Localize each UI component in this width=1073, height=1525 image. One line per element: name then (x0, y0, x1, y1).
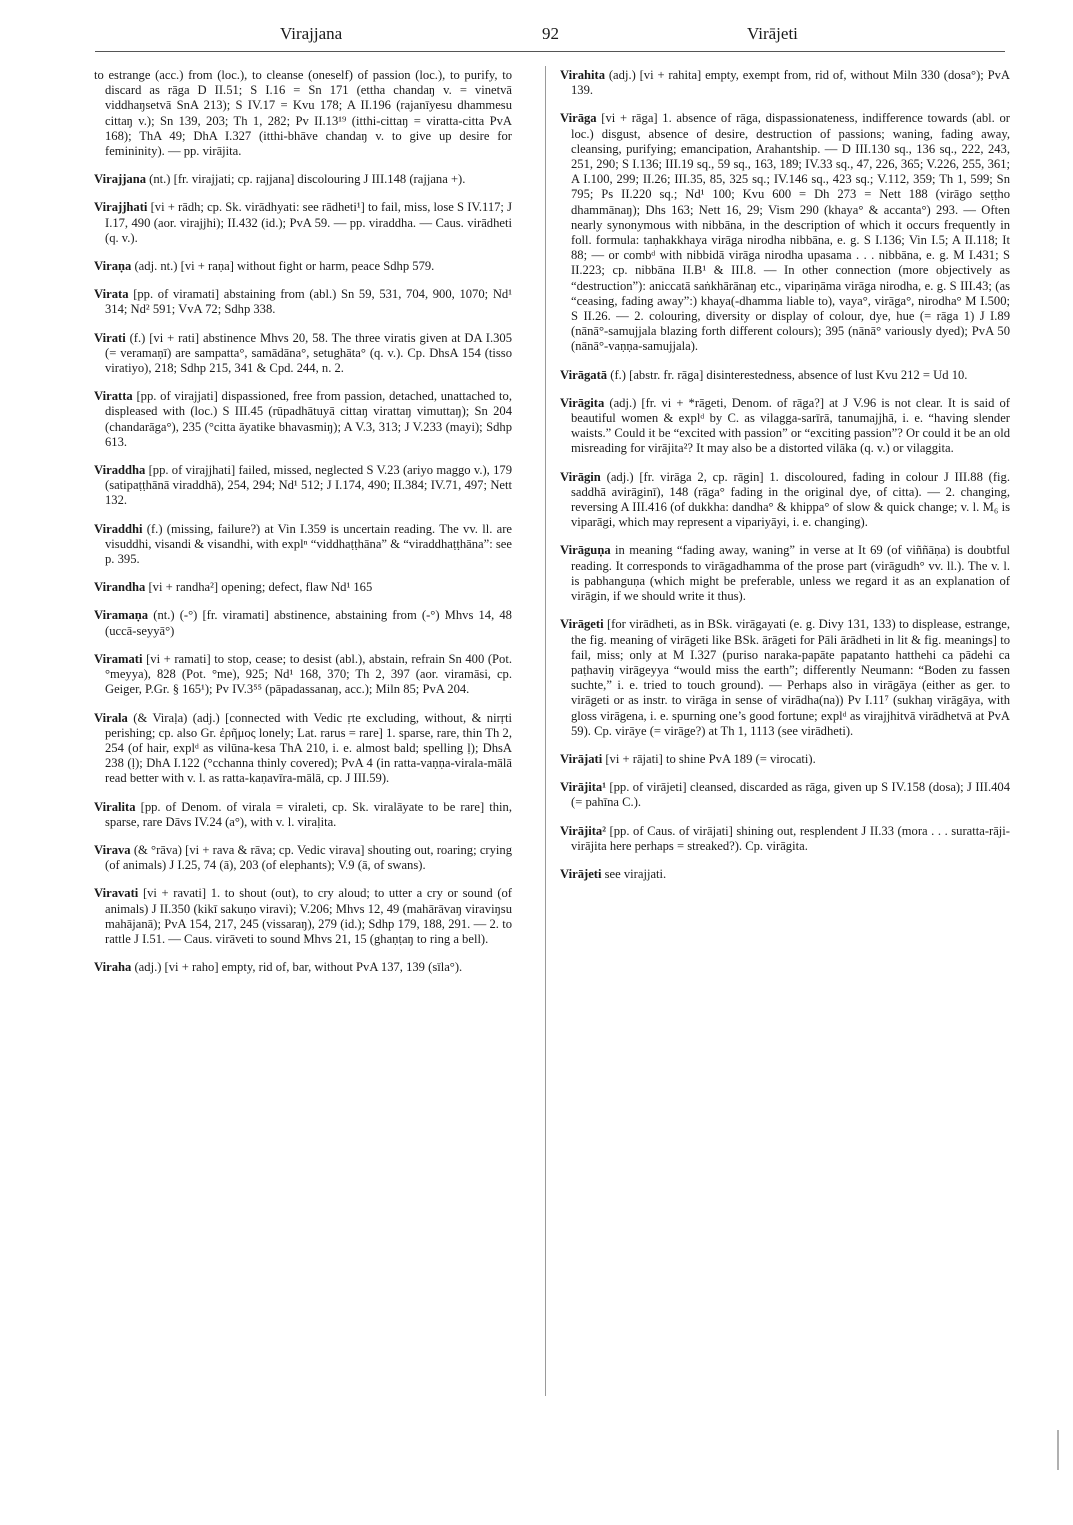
header-rule (95, 51, 1005, 52)
entry-text: [vi + ramati] to stop, cease; to desist (abl.), abstain, refrain Sn 400 (Pot. °meyya), 828 (Pot. °me), 925; Nd¹ 168, 370; Th 2, 397 (aor. viramāsi, cp. Geiger, P.Gr. § 165¹); Pv IV.3⁵⁵ (pāpadassanaŋ, acc.); Miln 85; PvA 204. (105, 651, 512, 697)
entry-text: [pp. of virājeti] cleansed, discarded as rāga, given up S IV.158 (dosa); J III.404 (= pahīna C.). (571, 780, 1010, 810)
dictionary-entry (560, 824, 1010, 854)
entry-headword: Viravati (94, 886, 139, 901)
entry-headword: Virava (94, 842, 131, 857)
entry-headword: Virājati (560, 751, 603, 766)
dictionary-entry (94, 580, 512, 595)
dictionary-entry (560, 780, 1010, 810)
entry-text: [pp. of virajjhati] failed, missed, neglected S V.23 (ariyo maggo v.), 179 (satipaṭṭhānā viraddhā), 254, 294; Nd¹ 512; J I.174, 490; II.384; IV.71, 497; Nett 132. (105, 463, 512, 508)
dictionary-entry (560, 68, 1010, 98)
entry-text: [vi + rājati] to shine PvA 189 (= virocati). (605, 751, 816, 766)
dictionary-entry (560, 867, 1010, 882)
dictionary-entry (94, 886, 512, 947)
entry-text: [vi + randha²] opening; defect, flaw Nd¹ 165 (148, 580, 373, 595)
entry-text: [for virādheti, as in BSk. virāgayati (e. g. Divy 131, 133) to displease, estrange, the fig. meaning of virāgeti like BSk. ārāgeti for Pāli ārādheti in lit & fig. meanings] to fail, miss; only at M I.327 (puriso naraka-papāte papatanto hatthehi ca pādehi ca paṭhaviŋ virāgeyya “would miss the earth”; differently Neumann: “Boden zu fassen suchte,” i. e. tried to touch ground). — Perhaps also in virāgāya (either as ger. to virāgeti or as instr. to virāga in sense of virādha(na)) Pv I.11⁷ (sukhaŋ virāgāya, with gloss virāgena, i. e. spurning one’s good fortune; explᵈ as virajjhitvā virādhetvā at PvA 59). Cp. virāye (= virāge?) at Th 1, 1113 (see virādheti). (571, 617, 1010, 738)
entry-text: (nt.) [fr. virajjati; cp. rajjana] discolouring J III.148 (rajjana +). (149, 172, 466, 187)
header-guide-word-right: Virājeti (747, 24, 798, 43)
entry-headword: Virahita (560, 68, 606, 82)
entry-headword: Virāgeti (560, 617, 604, 632)
entry-headword: Viramaṇa (94, 608, 149, 623)
dictionary-entry (94, 463, 512, 509)
dictionary-entry (94, 259, 512, 274)
dictionary-entry (560, 111, 1010, 354)
dictionary-entry (560, 470, 1010, 531)
entry-text: [vi + ravati] 1. to shout (out), to cry aloud; to utter a cry or sound (of animals) J II.350 (kikī sakuṇo viravi); V.206; Mhvs 12, 49 (mahārāvaŋ viraviŋsu mahājanā); PvA 154, 217, 245 (vissaraŋ), 279 (id.); Sdhp 179, 188, 291. — 2. to rattle J I.51. — Caus. virāveti to sound Mhvs 21, 15 (ghaṇṭaŋ to ring a bell). (105, 886, 513, 946)
dictionary-entry (560, 752, 1010, 767)
entry-headword: Virata (94, 287, 129, 302)
entry-headword: Virāgita (560, 395, 605, 410)
dictionary-entry (94, 652, 512, 698)
entry-headword: Viramati (94, 651, 143, 666)
entry-text: in meaning “fading away, waning” in verse at It 69 (of viññāṇa) is doubtful reading. It corresponds to virāgadhamma of the prose part (virāgudh° vv. ll.). The v. l. is pabhanguṇa (which might be preferable, unless we regard it as an explanation of virāgin, if we should write it thus). (571, 543, 1010, 604)
entry-headword: Virājita² (560, 823, 606, 838)
dictionary-entry (94, 287, 512, 317)
entry-text: (& °rāva) [vi + rava & rāva; cp. Vedic virava] shouting out, roaring; crying (of animals) J I.25, 74 (ā), 203 (of elephants); V.9 (ā, of swans). (105, 842, 512, 873)
dictionary-entry (560, 543, 1010, 604)
entry-headword: Viratta (94, 389, 133, 404)
dictionary-entry (94, 68, 512, 159)
dictionary-entry (560, 396, 1010, 457)
entry-text: [vi + rādh; cp. Sk. virādhyati: see rādheti¹] to fail, miss, lose S IV.117; J I.17, 490 (aor. virajjhi); II.432 (id.); PvA 59. — pp. viraddha. — Caus. virādheti (q. v.). (105, 200, 513, 245)
entry-text: (adj.) [fr. vi + *rāgeti, Denom. of rāga?] at J V.96 is not clear. It is said of beautiful women & explᵈ by C. as vilagga-sarīrā, tanumajjhā, i. e. “having slender waists.” Could it be “excited with passion” or “exciting passion”? Or could it be an old misreading for virājita²? It may also be a distorted vilāka (q. v.) or vilaggita. (571, 395, 1010, 456)
entry-headword: Virāguṇa (560, 543, 611, 558)
page-number: 92 (542, 24, 559, 43)
entry-headword: Viraha (94, 960, 132, 975)
entry-headword: Virala (94, 710, 128, 725)
entry-text: (adj.) [fr. virāga 2, cp. rāgin] 1. discoloured, fading in colour J III.88 (fig. saddhā avirāginī), 148 (rāga° fading in the original dye, of citta). — 2. changing, reversing A III.416 (of dukkha: dandha° & khippa° of slow & quick change; v. l. M₆ is viparāgi, which may represent a vipariyāyi, i. e. changing). (571, 469, 1010, 530)
right-column (560, 68, 1010, 895)
entry-text: (f.) [vi + rati] abstinence Mhvs 20, 58. The three viratis given at DA I.305 (= veramaṇī) are sampatta°, samādāna°, setughāta° (q. v.). Cp. DhsA 154 (tisso viratiyo), 218; Sdhp 215, 341 & Cpd. 244, n. 2. (105, 330, 512, 376)
entry-headword: Viraddhi (94, 521, 143, 536)
entry-text: (nt.) (-°) [fr. viramati] abstinence, abstaining from (-°) Mhvs 14, 48 (uccā-seyyā°) (105, 608, 512, 638)
entry-text: (adj.) [vi + raho] empty, rid of, bar, without PvA 137, 139 (sīla°). (134, 960, 463, 975)
header-guide-word-left: Virajjana (280, 24, 343, 43)
entry-text: to estrange (acc.) from (loc.), to cleanse (oneself) of passion (loc.), to purify, to discard as rāga D II.51; S I.16 = Sn 171 (ettha chandaŋ v. = vinetvā viddhaŋsetvā SnA 213); S IV.17 = Kvu 178; A II.196 (rajanīyesu dhammesu cittaŋ v.); Sn 139, 203; Th 1, 282; Pv II.13¹⁹ (itthi-cittaŋ = viratta-citta PvA 168); ThA 49; DhA I.327 (itthi-bhāve chandaŋ v. to give up desire for femininity). — pp. virājita. (94, 68, 512, 159)
entry-text: [pp. of virajjati] dispassioned, free from passion, detached, unattached to, displeased with (loc.) S III.45 (rūpadhātuyā cittaŋ virattaŋ vimuttaŋ); Sn 204 (chandarāga°), 235 (°citta āyatike bhavasmiŋ); A V.3, 313; J V.233 (mayi); Sdhp 613. (105, 389, 512, 449)
entry-headword: Virāga (560, 111, 597, 126)
entry-text: (adj.) [vi + rahita] empty, exempt from, rid of, without Miln 330 (dosa°); PvA 139. (571, 68, 1010, 98)
entry-headword: Viraddha (94, 463, 146, 478)
scan-edge-mark (1057, 1430, 1059, 1470)
dictionary-entry (94, 389, 512, 450)
running-header (95, 24, 1000, 54)
dictionary-entry (94, 960, 512, 975)
entry-headword: Virāgin (560, 469, 601, 484)
entry-text: see virajjati. (604, 866, 667, 881)
entry-headword: Virajjhati (94, 200, 148, 215)
dictionary-entry (94, 608, 512, 638)
entry-headword: Virāgatā (560, 367, 608, 382)
entry-headword: Virājita¹ (560, 780, 606, 795)
dictionary-entry (94, 843, 512, 873)
dictionary-entry (94, 522, 512, 568)
dictionary-entry (560, 368, 1010, 383)
dictionary-entry (94, 172, 512, 187)
left-column (94, 68, 512, 988)
entry-text: (f.) [abstr. fr. rāga] disinterestedness, absence of lust Kvu 212 = Ud 10. (610, 367, 968, 382)
entry-headword: Virandha (94, 580, 146, 595)
entry-text: [pp. of viramati] abstaining from (abl.) Sn 59, 531, 704, 900, 1070; Nd¹ 314; Nd² 591; VvA 72; Sdhp 338. (105, 287, 512, 317)
entry-text: [pp. of Caus. of virājati] shining out, resplendent J II.33 (mora . . . suratta-rāji-virājita here perhaps = streaked?). Cp. virāgita. (571, 823, 1010, 853)
entry-text: [pp. of Denom. of virala = viraleti, cp. Sk. viralāyate to be rare] thin, sparse, rare Dāvs IV.24 (a°), with v. l. viraḷita. (105, 799, 512, 829)
dictionary-entry (560, 617, 1010, 739)
entry-text: (& Viraḷa) (adj.) [connected with Vedic ṛte excluding, without, & nirṛti perishing; cp. also Gr. ἐρῆμος lonely; Lat. rarus = rare] 1. sparse, rare, thin Th 2, 254 (of hair, explᵈ as vilūna-kesa ThA 210, i. e. almost bald; spelling ḷ); DhsA 238 (ḷ); DhA I.122 (°cchanna thinly covered); PvA 4 (in ratta-vaṇṇa-virala-mālā read better with v. l. as ratta-kaṇavīra-mālā, cp. J III.59). (105, 710, 512, 786)
entry-headword: Virājeti (560, 866, 602, 881)
column-divider (545, 66, 546, 1396)
dictionary-entry (94, 200, 512, 246)
entry-text: (adj. nt.) [vi + raṇa] without fight or harm, peace Sdhp 579. (134, 259, 435, 274)
dictionary-entry (94, 800, 512, 830)
entry-text: (f.) (missing, failure?) at Vin I.359 is uncertain reading. The vv. ll. are visuddhi, visandi & visandhi, with explⁿ “viddhaṭṭhāna” & “viraddhaṭṭhāna”: see p. 395. (105, 521, 512, 567)
entry-headword: Virati (94, 330, 126, 345)
entry-headword: Viraṇa (94, 259, 132, 274)
dictionary-entry (94, 711, 512, 787)
dictionary-entry (94, 331, 512, 377)
entry-headword: Viralita (94, 799, 136, 814)
entry-headword: Virajjana (94, 172, 146, 187)
entry-text: [vi + rāga] 1. absence of rāga, dispassionateness, indifference towards (abl. or loc.) disgust, absence of desire, destruction of passions; waning, fading away, cleansing, purifying; emancipation, Arahantship. — D III.130 sq., 136 sq., 222, 243, 251, 290; S I.136; III.19 sq., 59 sq., 163, 189; IV.33 sq., 47, 226, 365; V.226, 255, 361; A I.100, 299; II.26; III.35, 85, 325 sq.; IV.146 sq., 423 sq.; V.112, 359; Th 1, 599; Sn 795; Ps II.220 sq.; Nd¹ 100; Kvu 600 = Dh 273 = Nett 188 (virāgo seṭṭho dhammānaŋ); Dhs 163; Nett 16, 29; Vism 290 (khaya° & accanta°) 293. — Often nearly synonymous with nibbāna, in the description of which it occurs frequently in foll. formula: taṇhakkhaya virāga nirodha nibbāna, e. g. S I.136; Vin I.5; A II.118; It 88; — or combᵈ with nibbidā virāga nirodha upasama . . . nibbāna, e. g. M I.431; S II.223; cp. nibbāna II.B¹ & III.8. — In other connection (more objectively as “destruction”): aniccatā saṅkhārānaŋ etc., vipariṇāma virāga nirodha, e. g. S III.43; (as “ceasing, fading away”:) khaya(-dhamma liable to), vaya°, virāga°, nirodha° M I.500; S II.26. — 2. colouring, diversity or display of colour, dye, hue (= rāga 1) J I.89 (nānā°-samujjala blazing forth different colours); 395 (nānā° variously dyed); PvA 50 (nānā°-vaṇṇa-samujjala). (571, 111, 1010, 354)
